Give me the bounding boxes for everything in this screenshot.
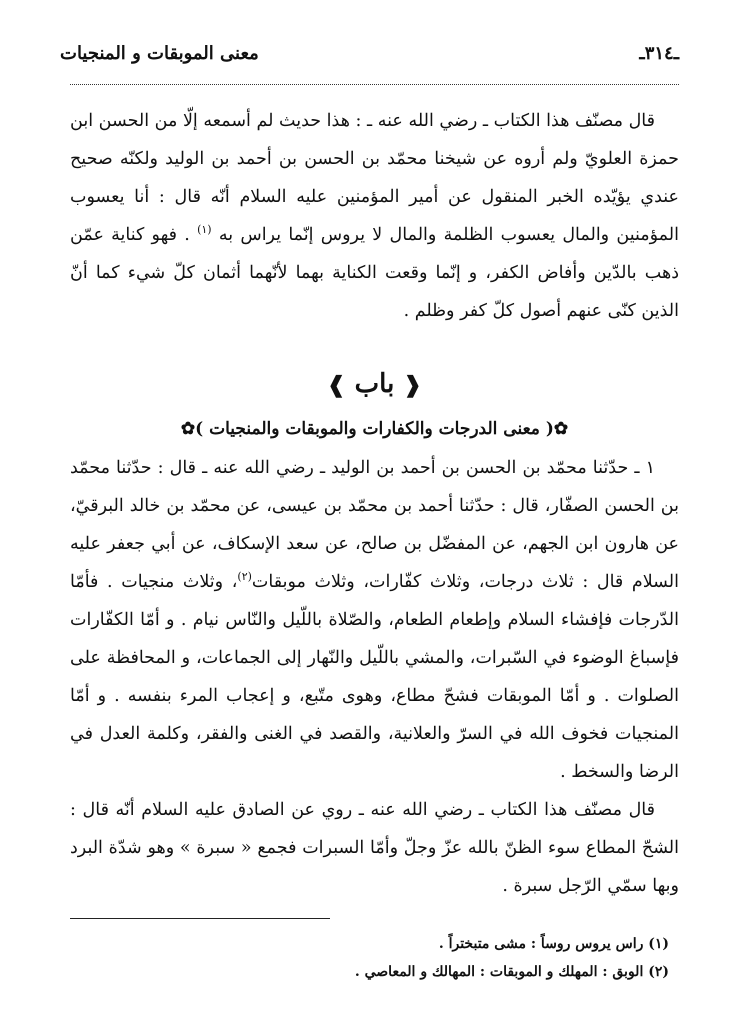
bab-close-ornament: ❱ — [327, 372, 346, 398]
intro-paragraph — [70, 102, 679, 330]
footnotes — [70, 930, 669, 986]
page-header — [60, 36, 679, 70]
hadith-paragraph — [70, 449, 679, 791]
intro-text: قال مصنّف هذا الكتاب ـ رضي الله عنه ـ : هذا حديث لم أسمعه إلّا من الحسن ابن حمزة العلويّ ولم أروه عن شيخنا محمّد بن الحسن بن أحمد بن الوليد ولكنّه صحيح عندي يؤيّده الخبر المنقول عن أمير المؤمنين عليه السلام أنّه قال : أنا يعسوب المؤمنين والمال يعسوب الظلمة والمال لا يروس إنّما يراس به — [70, 111, 679, 245]
bab-heading — [70, 364, 679, 405]
hadith-text-1: ١ ـ حدّثنا محمّد بن الحسن بن أحمد بن الوليد ـ رضي الله عنه ـ قال : حدّثنا محمّد بن الحسن الصفّار، قال : حدّثنا أحمد بن محمّد بن عيسى، عن محمّد بن خالد البرقيّ، عن هارون ابن الجهم، عن المفضّل بن صالح، عن سعد الإسكاف، عن أبي جعفر عليه السلام قال : ثلاث درجات، وثلاث كفّارات، وثلاث موبقات — [70, 458, 679, 592]
footnote-ref-1: (١) — [197, 223, 212, 237]
footnote-2: (٢) الوبق : المهلك و الموبقات : المهالك و المعاصي . — [354, 964, 669, 980]
page-body — [70, 102, 679, 905]
hadith-text-2: ، وثلاث منجيات . فأمّا الدّرجات فإفشاء السلام وإطعام الطعام، والصّلاة باللّيل والنّاس نيام . و أمّا الكفّارات فإسباغ الوضوء في السّبرات، والمشي باللّيل والنّهار إلى الجماعات، و المحافظة على الصلوات . و أمّا الموبقات فشحّ مطاع، وهوى متّبع، و إعجاب المرء بنفسه . و أمّا المنجيات فخوف الله في السرّ والعلانية، والقصد في الغنى والفقر، وكلمة العدل في الرضا والسخط . — [70, 572, 679, 782]
intro-text-end: . فهو كناية عمّن ذهب بالدّين وأفاض الكفر، و إنّما وقعت الكناية بهما لأنّهما أثمان كلّ شيء كما أنّ الذين كنّى عنهم أصول كلّ كفر وظلم . — [70, 225, 679, 321]
footnote-ref-2: (٢) — [237, 570, 252, 584]
page-number: ـ٣١٤ـ — [639, 42, 679, 64]
chapter-title: ✿( معنى الدرجات والكفارات والموبقات والمنجيات )✿ — [180, 419, 569, 439]
header-divider — [70, 84, 679, 85]
footnote-1: (١) راس يروس روساً : مشى متبختراً . — [438, 936, 669, 952]
bab-title: باب — [354, 369, 395, 399]
running-title: معنى الموبقات و المنجيات — [60, 42, 259, 64]
bab-open-ornament: ❰ — [403, 372, 422, 398]
footnote-divider — [70, 918, 330, 919]
commentary-paragraph: قال مصنّف هذا الكتاب ـ رضي الله عنه ـ روي عن الصادق عليه السلام أنّه قال : الشحّ المطاع سوء الظنّ بالله عزّ وجلّ وأمّا السبرات فجمع « سبرة » وهو شدّة البرد وبها سمّي الرّجل سبرة . — [70, 800, 679, 896]
